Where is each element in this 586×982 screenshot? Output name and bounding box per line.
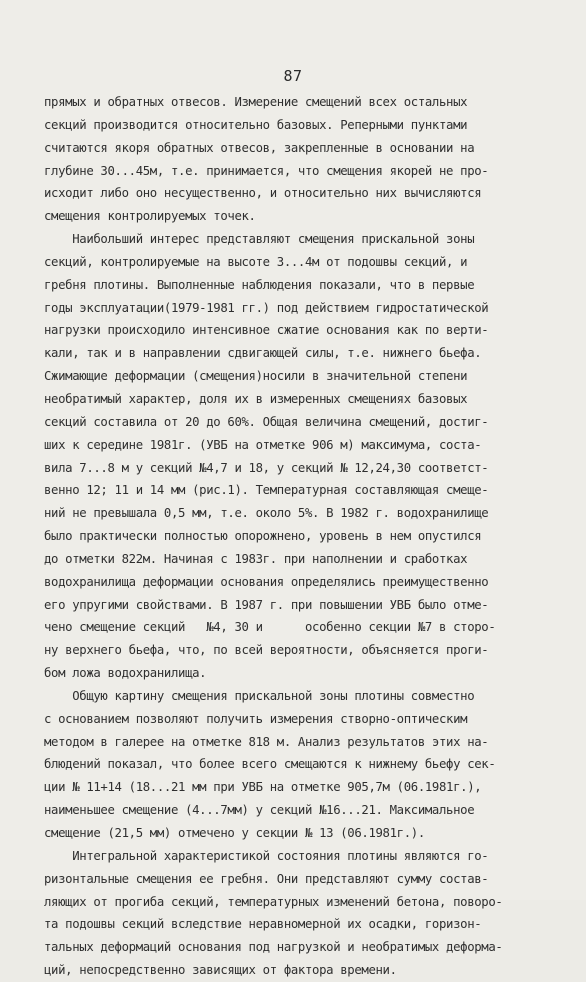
text-line: наименьшее смещение (4...7мм) у секций №16...21. Максимальное — [44, 803, 475, 818]
text-line: секций производится относительно базовых. Реперными пунктами — [44, 117, 468, 132]
text-line: ний не превышала 0,5 мм, т.е. около 5%. В 1982 г. водохранилище — [44, 506, 489, 521]
text-line: ляющих от прогиба секций, температурных изменений бетона, поворо- — [44, 894, 503, 909]
text-line: с основанием позволяют получить измерения створно-оптическим — [44, 711, 468, 726]
text-line: вила 7...8 м у секций №4,7 и 18, у секций № 12,24,30 соответст- — [44, 460, 489, 475]
text-line: методом в галерее на отметке 818 м. Анализ результатов этих на- — [44, 734, 489, 749]
text-line: ну верхнего бьефа, что, по всей вероятности, объясняется проги- — [44, 643, 489, 658]
text-line: тальных деформаций основания под нагрузкой и необратимых деформа- — [44, 940, 503, 955]
text-line: его упругими свойствами. В 1987 г. при повышении УВБ было отме- — [44, 597, 489, 612]
body-text — [44, 91, 564, 982]
text-line: прямых и обратных отвесов. Измерение смещений всех остальных — [44, 95, 468, 109]
text-line: секций составила от 20 до 60%. Общая величина смещений, достиг- — [44, 414, 489, 429]
text-line: смещения контролируемых точек. — [44, 209, 256, 224]
text-line: годы эксплуатации(1979-1981 гг.) под действием гидростатической — [44, 300, 489, 315]
text-line: считаются якоря обратных отвесов, закрепленные в основании на — [44, 140, 475, 155]
text-line: нагрузки происходило интенсивное сжатие основания как по верти- — [44, 323, 489, 338]
text-line: чено смещение секций №4, 30 и особенно секции №7 в сторо- — [44, 620, 496, 635]
page-number: 87 — [283, 67, 303, 85]
text-line: до отметки 822м. Начиная с 1983г. при наполнении и сработках — [44, 551, 468, 566]
text-line: кали, так и в направлении сдвигающей силы, т.е. нижнего бьефа. — [44, 346, 482, 361]
text-line: было практически полностью опорожнено, уровень в нем опустился — [44, 529, 482, 544]
text-line: глубине 30...45м, т.е. принимается, что смещения якорей не про- — [44, 163, 489, 178]
text-line: гребня плотины. Выполненные наблюдения показали, что в первые — [44, 277, 475, 292]
text-line: водохранилища деформации основания определялись преимущественно — [44, 574, 489, 589]
text-line: исходит либо оно несущественно, и относительно них вычисляются — [44, 186, 482, 201]
text-line: бом ложа водохранилища. — [44, 666, 207, 681]
text-line: ций, непосредственно зависящих от фактора времени. — [44, 963, 397, 978]
text-line: блюдений показал, что более всего смещаются к нижнему бьефу сек- — [44, 757, 496, 772]
text-line: секций, контролируемые на высоте 3...4м от подошвы секций, и — [44, 254, 468, 269]
text-line: Сжимающие деформации (смещения)носили в значительной степени — [44, 369, 468, 384]
text-line: Наибольший интерес представляют смещения прискальной зоны — [44, 232, 475, 247]
text-line: та подошвы секций вследствие неравномерной их осадки, горизон- — [44, 917, 482, 932]
text-line: венно 12; 11 и 14 мм (рис.1). Температурная составляющая смеще- — [44, 483, 489, 498]
text-line: Интегральной характеристикой состояния плотины являются го- — [44, 848, 489, 863]
text-line: смещение (21,5 мм) отмечено у секции № 13 (06.1981г.). — [44, 826, 425, 840]
text-line: ции № 11+14 (18...21 мм при УВБ на отметке 905,7м (06.1981г.), — [44, 780, 482, 795]
text-line: ших к середине 1981г. (УВБ на отметке 906 м) максимума, соста- — [44, 437, 482, 452]
text-line: Общую картину смещения прискальной зоны плотины совместно — [44, 688, 475, 703]
text-line: ризонтальные смещения ее гребня. Они представляют сумму состав- — [44, 871, 489, 886]
text-line: необратимый характер, доля их в измеренных смещениях базовых — [44, 391, 468, 406]
